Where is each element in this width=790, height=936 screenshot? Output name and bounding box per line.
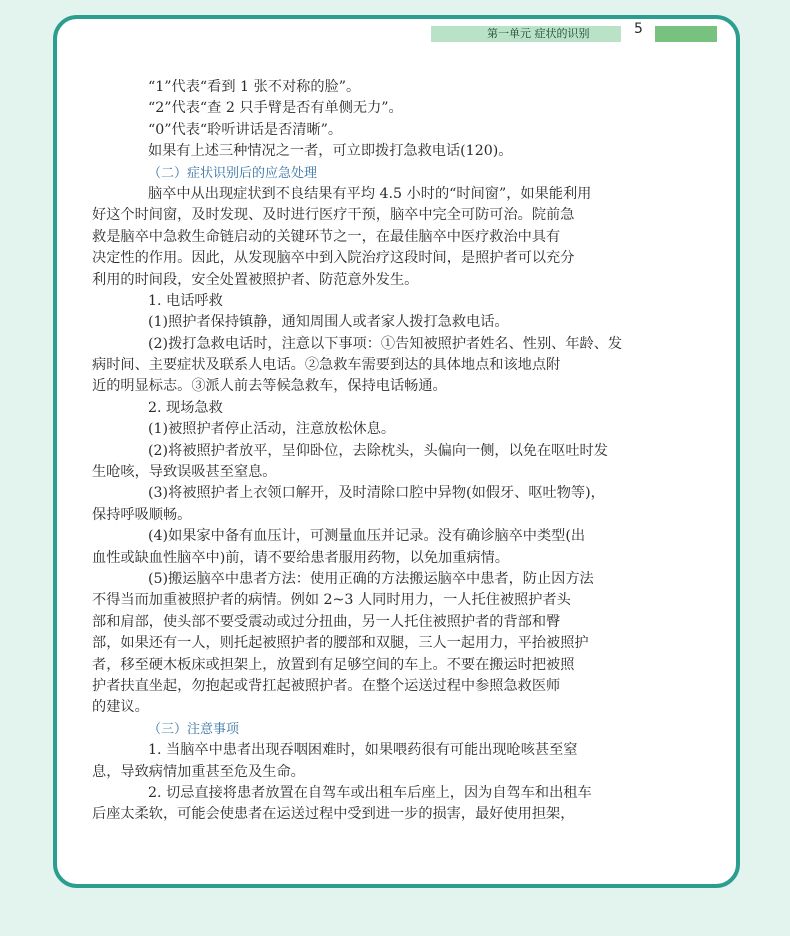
text-line: 部，如果还有一人，则托起被照护者的腰部和双腿，三人一起用力，平抬被照护	[92, 635, 589, 652]
text-line: 护者扶直坐起，勿抱起或背扛起被照护者。在整个运送过程中参照急救医师	[92, 677, 561, 694]
header-accent-bar	[655, 26, 717, 42]
text-line: 者，移至硬木板床或担架上，放置到有足够空间的车上。不要在搬运时把被照	[92, 656, 575, 673]
text-line: (2)拨打急救电话时，注意以下事项：①告知被照护者姓名、性别、年龄、发	[148, 335, 623, 352]
text-line: 后座太柔软，可能会使患者在运送过程中受到进一步的损害，最好使用担架，	[92, 806, 575, 823]
text-line: “0”代表“聆听讲话是否清晰”。	[148, 121, 343, 138]
subheading: 1. 电话呼救	[148, 292, 223, 309]
subheading: 2. 现场急救	[148, 399, 223, 416]
text-line: (4)如果家中备有血压计，可测量血压并记录。没有确诊脑卒中类型(出	[148, 528, 586, 545]
text-line: (1)被照护者停止活动，注意放松休息。	[148, 421, 396, 438]
text-line: 不得当而加重被照护者的病情。例如 2~3 人同时用力，一人托住被照护者头	[92, 592, 571, 609]
text-line: 生呛咳，导致误吸甚至窒息。	[92, 464, 277, 481]
chapter-label: 第一单元 症状的识别	[487, 27, 590, 40]
text-line: 救是脑卒中急救生命链启动的关键环节之一，在最佳脑卒中医疗救治中具有	[92, 228, 561, 245]
text-line: “1”代表“看到 1 张不对称的脸”。	[148, 79, 361, 95]
text-line: 血性或缺血性脑卒中)前，请不要给患者服用药物，以免加重病情。	[92, 549, 509, 566]
document-body	[92, 77, 634, 826]
text-line: 2. 切忌直接将患者放置在自驾车或出租车后座上，因为自驾车和出租车	[148, 784, 592, 801]
section-heading: （三）注意事项	[148, 721, 240, 737]
text-line: 息，导致病情加重甚至危及生命。	[92, 763, 305, 780]
text-line: 近的明显标志。③派人前去等候急救车，保持电话畅通。	[92, 378, 447, 395]
text-line: 好这个时间窗，及时发现、及时进行医疗干预，脑卒中完全可防可治。院前急	[92, 207, 575, 224]
text-line: (1)照护者保持镇静，通知周围人或者家人拨打急救电话。	[148, 314, 509, 331]
page-number: 5	[634, 21, 643, 37]
text-line: 如果有上述三种情况之一者，可立即拨打急救电话(120)。	[148, 143, 513, 160]
text-line: “2”代表“查 2 只手臂是否有单侧无力”。	[148, 100, 403, 117]
text-line: 1. 当脑卒中患者出现吞咽困难时，如果喂药很有可能出现呛咳甚至窒	[148, 742, 578, 759]
text-line: 利用的时间段，安全处置被照护者、防范意外发生。	[92, 271, 419, 288]
text-line: 保持呼吸顺畅。	[92, 506, 192, 523]
text-line: 病时间、主要症状及联系人电话。②急救车需要到达的具体地点和该地点附	[92, 357, 561, 374]
text-line: 脑卒中从出现症状到不良结果有平均 4.5 小时的“时间窗”，如果能利用	[148, 185, 592, 202]
text-line: 决定性的作用。因此，从发现脑卒中到入院治疗这段时间，是照护者可以充分	[92, 250, 575, 267]
text-line: (5)搬运脑卒中患者方法：使用正确的方法搬运脑卒中患者，防止因方法	[148, 570, 594, 587]
text-line: (3)将被照护者上衣领口解开，及时清除口腔中异物(如假牙、呕吐物等)，	[148, 485, 605, 502]
text-line: 部和肩部，使头部不要受震动或过分扭曲，另一人托住被照护者的背部和臀	[92, 613, 561, 630]
section-heading: （二）症状识别后的应急处理	[148, 165, 318, 181]
text-line: (2)将被照护者放平，呈仰卧位，去除枕头，头偏向一侧，以免在呕吐时发	[148, 442, 608, 459]
text-line: 的建议。	[92, 699, 149, 716]
